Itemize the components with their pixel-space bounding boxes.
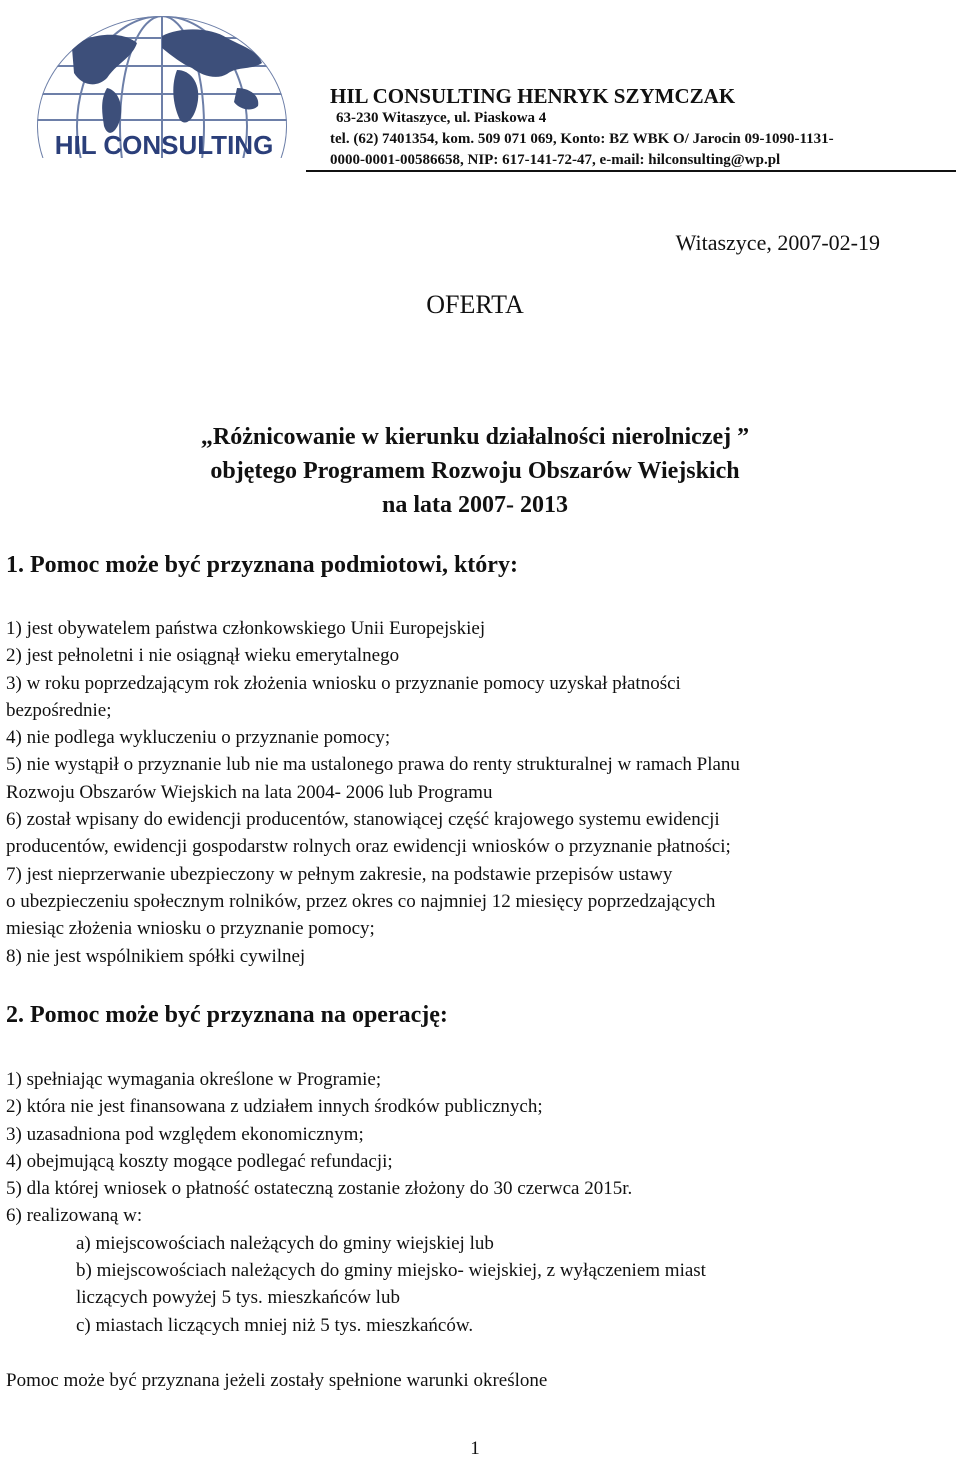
list-item: 6) został wpisany do ewidencji producentów, stanowiącej część krajowego systemu ewidencji	[6, 809, 720, 831]
list-item: 1) jest obywatelem państwa członkowskiego Unii Europejskiej	[6, 618, 486, 639]
logo-text: HIL CONSULTING	[54, 130, 274, 158]
list-item: Rozwoju Obszarów Wiejskich na lata 2004- 2006 lub Programu	[6, 781, 493, 803]
section-2-list	[6, 1066, 956, 1339]
section-2-heading: 2. Pomoc może być przyznana na operację:	[6, 1002, 448, 1028]
list-item: bezpośrednie;	[6, 699, 112, 721]
subtitle-line-3: na lata 2007- 2013	[382, 492, 568, 518]
section-1-heading: 1. Pomoc może być przyznana podmiotowi, który:	[6, 552, 518, 578]
sub-list-item: c) miastach liczących mniej niż 5 tys. mieszkańców.	[76, 1314, 474, 1336]
company-contact-line-2: 0000-0001-00586658, NIP: 617-141-72-47, e-mail: hilconsulting@wp.pl	[330, 152, 781, 168]
document-title: OFERTA	[426, 290, 524, 319]
globe-logo-icon	[12, 8, 312, 158]
header-divider	[306, 170, 956, 172]
company-contact-line-1: tel. (62) 7401354, kom. 509 071 069, Konto: BZ WBK O/ Jarocin 09-1090-1131-	[330, 131, 834, 147]
list-item: 6) realizowaną w:	[6, 1205, 143, 1227]
company-name: HIL CONSULTING HENRYK SZYMCZAK	[330, 84, 736, 108]
list-item: 7) jest nieprzerwanie ubezpieczony w pełnym zakresie, na podstawie przepisów ustawy	[6, 863, 673, 885]
sub-list-item: b) miejscowościach należących do gminy miejsko- wiejskiej, z wyłączeniem miast	[76, 1260, 706, 1282]
list-item: 8) nie jest wspólnikiem spółki cywilnej	[6, 945, 306, 967]
list-item: 4) nie podlega wykluczeniu o przyznanie pomocy;	[6, 727, 391, 749]
subtitle-line-2: objętego Programem Rozwoju Obszarów Wiejskich	[210, 458, 740, 484]
list-item: 1) spełniając wymagania określone w Programie;	[6, 1069, 382, 1090]
company-address: 63-230 Witaszyce, ul. Piaskowa 4	[336, 110, 547, 126]
list-item: 5) nie wystąpił o przyznanie lub nie ma ustalonego prawa do renty strukturalnej w ramach Planu	[6, 754, 740, 776]
company-header	[330, 84, 955, 171]
list-item: 4) obejmującą koszty mogące podlegać refundacji;	[6, 1150, 393, 1172]
list-item: 3) w roku poprzedzającym rok złożenia wniosku o przyznanie pomocy uzyskał płatności	[6, 672, 681, 694]
sub-list-item: liczących powyżej 5 tys. mieszkańców lub	[76, 1287, 400, 1309]
list-item: 3) uzasadniona pod względem ekonomicznym;	[6, 1123, 364, 1145]
section-1-list	[6, 615, 956, 970]
list-item: o ubezpieczeniu społecznym rolników, przez okres co najmniej 12 miesięcy poprzedzających	[6, 890, 716, 912]
list-item: 5) dla której wniosek o płatność ostateczną zostanie złożony do 30 czerwca 2015r.	[6, 1178, 633, 1200]
subtitle-line-1: „Różnicowanie w kierunku działalności nierolniczej ”	[200, 424, 750, 450]
document-subtitle	[0, 420, 950, 522]
sub-list-item: a) miejscowościach należących do gminy wiejskiej lub	[76, 1232, 494, 1254]
list-item: 2) jest pełnoletni i nie osiągnął wieku emerytalnego	[6, 645, 400, 667]
company-logo	[12, 8, 312, 158]
closing-paragraph: Pomoc może być przyznana jeżeli zostały spełnione warunki określone	[6, 1370, 548, 1391]
list-item: 2) która nie jest finansowana z udziałem innych środków publicznych;	[6, 1096, 543, 1118]
list-item: producentów, ewidencji gospodarstw rolnych oraz ewidencji wniosków o przyznanie płatności;	[6, 836, 731, 858]
date-line: Witaszyce, 2007-02-19	[675, 230, 880, 255]
list-item: miesiąc złożenia wniosku o przyznanie pomocy;	[6, 918, 375, 940]
page-number: 1	[470, 1438, 480, 1459]
